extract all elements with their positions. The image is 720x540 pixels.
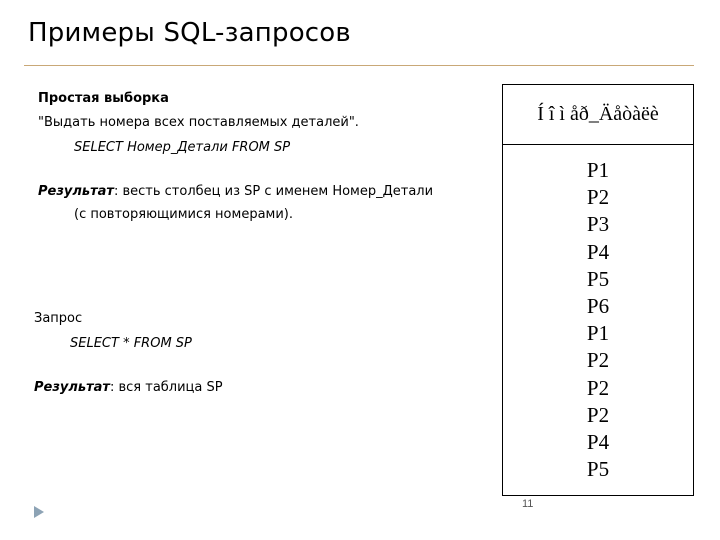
query-2: SELECT * FROM SP [70, 336, 192, 351]
result-2-label: Результат [34, 380, 110, 395]
table-row: P1 [586, 158, 610, 182]
result-1-continuation: (с повторяющимися номерами). [74, 207, 293, 222]
table-row: P3 [586, 212, 610, 237]
result-2-text: : вся таблица SP [109, 380, 223, 395]
result-1-text: : весть столбец из SP с именем Номер_Детали [113, 184, 434, 199]
title-divider [24, 65, 694, 66]
section-heading: Простая выборка [38, 91, 169, 106]
table-row: P4 [586, 430, 610, 455]
page-number: 11 [522, 498, 534, 510]
query-label: Запрос [34, 311, 83, 326]
table-row: P5 [586, 457, 610, 482]
result-1-label: Результат [38, 184, 114, 199]
table-row: P6 [586, 294, 610, 319]
result-table [502, 84, 694, 496]
query-1: SELECT Номер_Детали FROM SP [74, 140, 291, 155]
result-2 [34, 380, 223, 395]
table-row: P2 [586, 375, 610, 400]
table-row: P2 [586, 402, 610, 427]
result-1 [38, 184, 433, 199]
table-row: P5 [586, 266, 610, 291]
table-row: P2 [586, 348, 610, 373]
table-rows [503, 145, 693, 483]
task-text: "Выдать номера всех поставляемых деталей". [38, 115, 359, 130]
slide-title: Примеры SQL-запросов [28, 18, 351, 48]
table-row: P1 [586, 321, 610, 346]
table-row: P4 [586, 239, 610, 264]
table-header: Í î ì åð_Äåòàëè [503, 85, 693, 145]
arrow-right-icon[interactable] [34, 506, 44, 518]
table-row: P2 [586, 185, 610, 210]
